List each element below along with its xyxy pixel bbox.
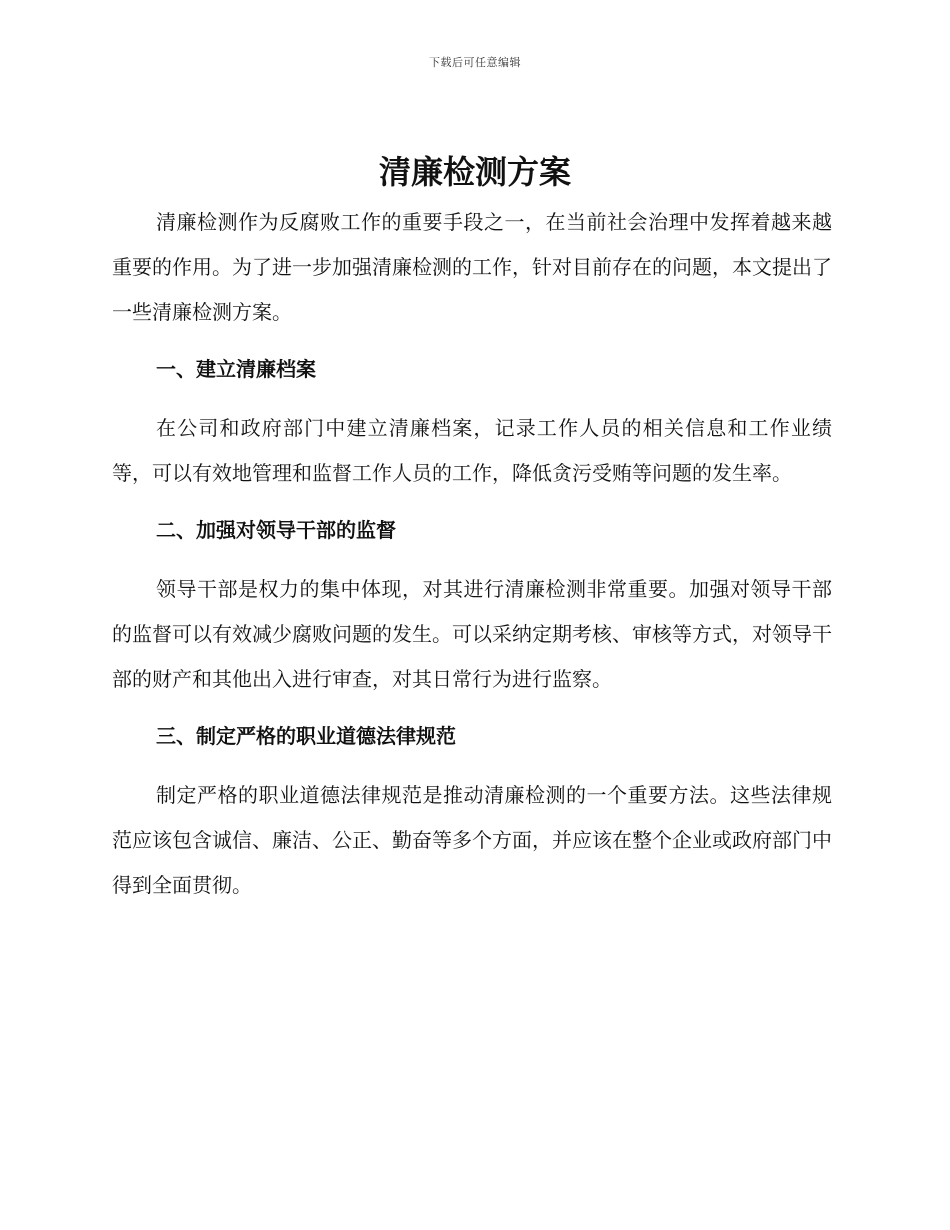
section-heading: 二、加强对领导干部的监督 xyxy=(156,518,396,542)
document-title: 清廉检测方案 xyxy=(378,153,571,191)
section-paragraph: 在公司和政府部门中建立清廉档案，记录工作人员的相关信息和工作业绩等，可以有效地管理和监督工作人员的工作，降低贪污受贿等问题的发生率。 xyxy=(112,416,832,485)
section-3 xyxy=(112,714,832,908)
section-heading: 三、制定严格的职业道德法律规范 xyxy=(156,724,456,748)
intro-paragraph: 清廉检测作为反腐败工作的重要手段之一，在当前社会治理中发挥着越来越重要的作用。为了进一步加强清廉检测的工作，针对目前存在的问题，本文提出了一些清廉检测方案。 xyxy=(112,210,832,324)
section-1 xyxy=(112,347,832,496)
section-paragraph: 制定严格的职业道德法律规范是推动清廉检测的一个重要方法。这些法律规范应该包含诚信、廉洁、公正、勤奋等多个方面，并应该在整个企业或政府部门中得到全面贯彻。 xyxy=(112,783,832,897)
section-2 xyxy=(112,508,832,702)
section-heading: 一、建立清廉档案 xyxy=(156,357,316,381)
document-body xyxy=(112,200,832,908)
section-paragraph: 领导干部是权力的集中体现，对其进行清廉检测非常重要。加强对领导干部的监督可以有效减少腐败问题的发生。可以采纳定期考核、审核等方式，对领导干部的财产和其他出入进行审查，对其日常行为进行监察。 xyxy=(112,577,832,691)
header-note: 下载后可任意编辑 xyxy=(429,56,521,69)
